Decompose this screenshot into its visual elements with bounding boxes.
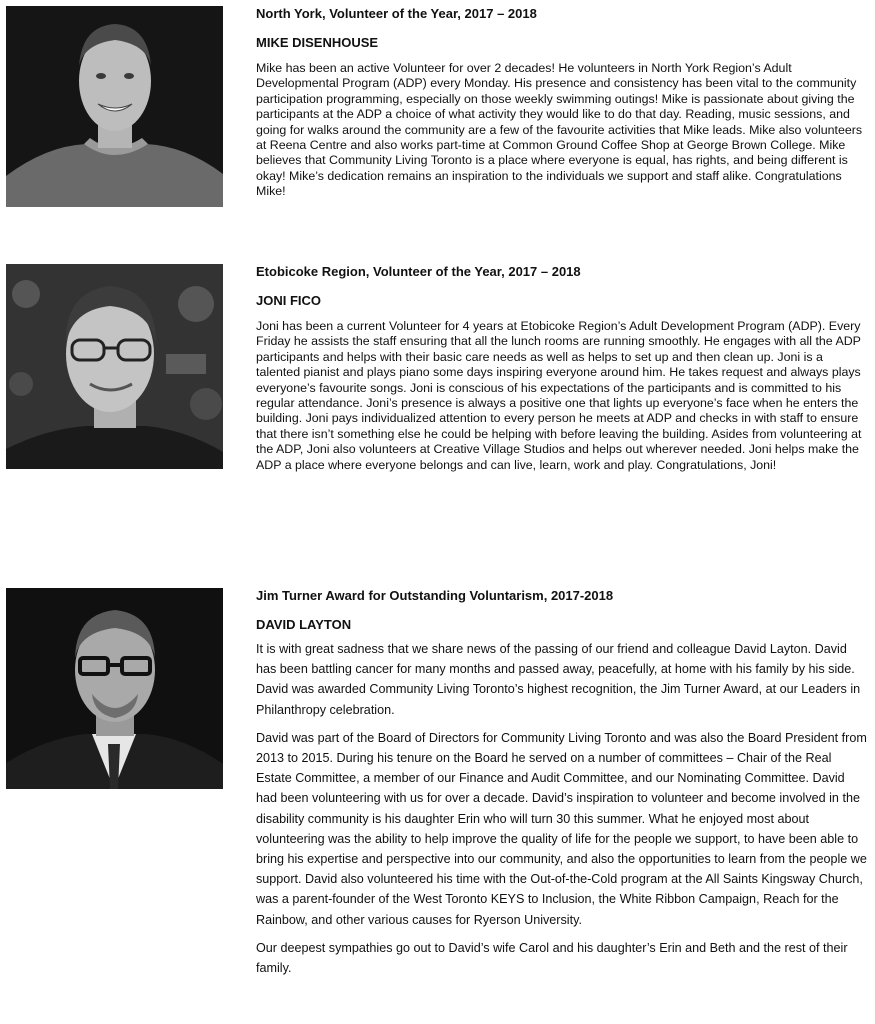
bio-paragraph: Our deepest sympathies go out to David’s wife Carol and his daughter’s Erin and Beth and the rest of their family. (256, 940, 848, 976)
photo-david-layton (6, 588, 223, 789)
award-heading: Etobicoke Region, Volunteer of the Year, 2017 – 2018 (256, 264, 581, 279)
volunteer-name: DAVID LAYTON (256, 617, 352, 632)
volunteer-name: MIKE DISENHOUSE (256, 35, 379, 50)
bio-paragraph: Joni has been a current Volunteer for 4 years at Etobicoke Region’s Adult Development Program (ADP). Every Friday he assists the staff ensuring that all the lunch rooms are running smoothly. He engages with all the ADP participants and helps with their basic care needs as well as helps to set up and then clean up. Joni is a talented pianist and plays piano some days inspiring everyone around him. He takes request and always plays everyone’s favourite songs. Joni is conscious of his expectations of the participants and is committed to his regular attendance. Joni’s presence is always a positive one that lights up everyone’s face when he enters the building. Joni pays individualized attention to every person he meets at ADP and checks in with staff to ensure that there isn’t something else he could be helping with before leaving the building. Asides from volunteering at the ADP, Joni also volunteers at Creative Village Studios and helps out wherever needed. Joni helps make the ADP a place where everyone belongs and can live, learn, work and play. Congratulations, Joni! (256, 319, 862, 472)
volunteer-name: JONI FICO (256, 293, 322, 308)
award-heading: Jim Turner Award for Outstanding Voluntarism, 2017-2018 (256, 588, 614, 603)
photo-joni-fico (6, 264, 223, 469)
award-heading: North York, Volunteer of the Year, 2017 – 2018 (256, 6, 537, 21)
bio-paragraph: It is with great sadness that we share news of the passing of our friend and colleague David Layton. David has been battling cancer for many months and passed away, peacefully, at home with his family by his side. David was awarded Community Living Toronto’s highest recognition, the Jim Turner Award, at our Leaders in Philanthropy celebration. (256, 642, 861, 717)
photo-mike-disenhouse (6, 6, 223, 207)
volunteer-entry (256, 588, 868, 986)
volunteer-entry (256, 6, 868, 200)
bio-paragraph: David was part of the Board of Directors for Community Living Toronto and was also the Board President from 2013 to 2015. During his tenure on the Board he served on a number of committees – Chair of the Real Estate Committee, a member of our Finance and Audit Committee, and our Nominating Committee. David had been volunteering with us for over a decade. David’s inspiration to volunteer and become involved in the disability community is his daughter Erin who will turn 30 this summer. What he enjoyed most about volunteering was the ability to help improve the quality of life for the people we support, to have been able to bring his expertise and perspective into our community, and also the opportunities to learn from the people we support. David also volunteered his time with the Out-of-the-Cold program at the All Saints Kingsway Church, was a parent-founder of the West Toronto KEYS to Inclusion, the White Ribbon Campaign, Reach for the Rainbow, and other various causes for Ryerson University. (256, 730, 867, 927)
bio-paragraph: Mike has been an active Volunteer for over 2 decades! He volunteers in North York Region’s Adult Developmental Program (ADP) every Monday. His presence and consistency has been vital to the community participation programming, especially on those weekly swimming outings! Mike is passionate about giving the participants at the ADP a choice of what activity they would like to do that day. Reading, music sessions, and going for walks around the community are a few of the favourite activities that Mike leads. Mike also volunteers at Reena Centre and also works part-time at Common Ground Coffee Shop at George Brown College. Mike believes that Community Living Toronto is a place where everyone is equal, has rights, and being different is okay! Mike’s dedication remains an inspiration to the individuals we support and staff alike. Congratulations Mike! (256, 61, 863, 199)
volunteer-entry (256, 264, 868, 473)
